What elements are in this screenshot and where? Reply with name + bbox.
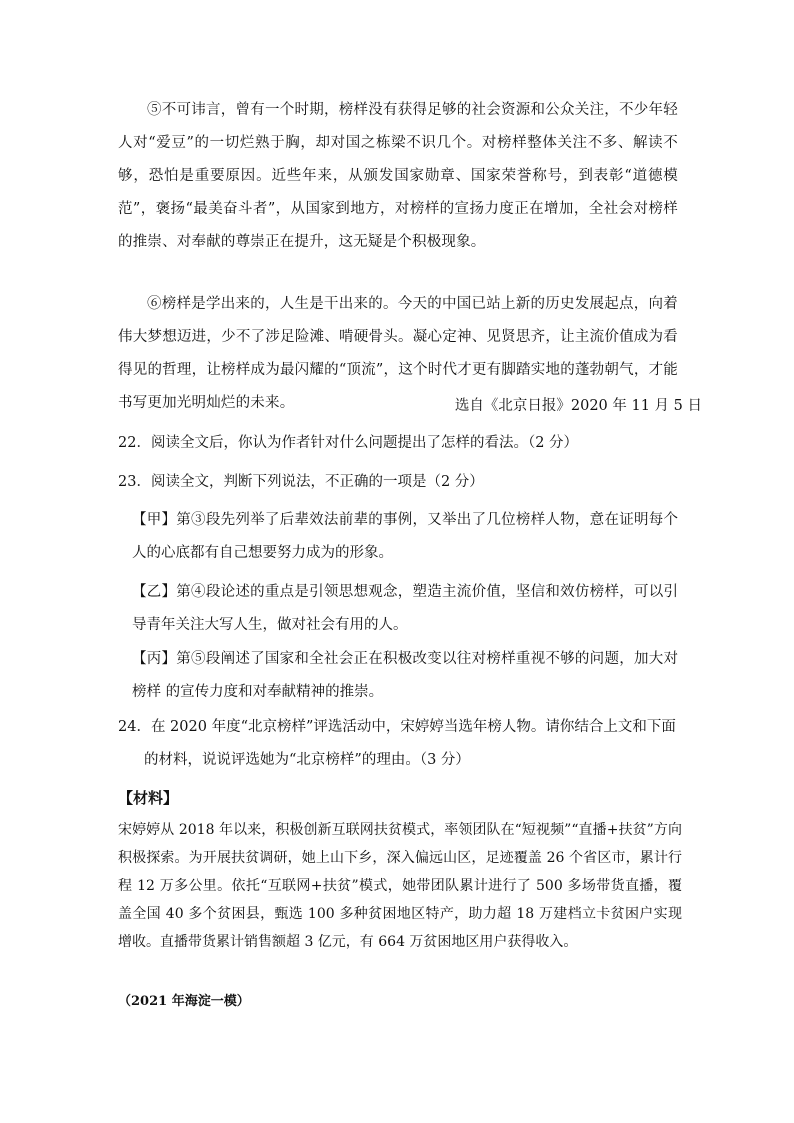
paragraph-6: ⑥榜样是学出来的，人生是干出来的。今天的中国已站上新的历史发展起点，向着伟大梦想迈进，少不了涉足险滩、啃硬骨头。凝心定神、见贤思齐，让主流价值成为看得见的哲理，让榜样成为最闪耀的“顶流”，这个时代才更有脚踏实地的蓬勃朝气，才能书写更加光明灿烂的未来。 xyxy=(118,296,678,411)
option-jia: 【甲】第③段先列举了后辈效法前辈的事例，又举出了几位榜样人物，意在证明每个人的心底都有自己想要努力成为的形象。 xyxy=(132,512,678,561)
option-yi: 【乙】第④段论述的重点是引领思想观念，塑造主流价值，坚信和效仿榜样，可以引导青年关注大写人生，做对社会有用的人。 xyxy=(132,584,678,633)
question-22: 22．阅读全文后，你认为作者针对什么问题提出了怎样的看法。（2 分） xyxy=(118,435,579,451)
question-24: 24．在 2020 年度“北京榜样”评选活动中，宋婷婷当选年榜人物。请你结合上文和下面的材料，说说评选她为“北京榜样”的理由。（3 分） xyxy=(118,719,676,768)
paragraph-5: ⑤不可讳言，曾有一个时期，榜样没有获得足够的社会资源和公众关注，不少年轻人对“爱豆”的一切烂熟于胸，却对国之栋梁不识几个。对榜样整体关注不多、解读不够，恐怕是重要原因。近些年来，从颁发国家勋章、国家荣誉称号，到表彰“道德模范”，褒扬“最美奋斗者”，从国家到地方，对榜样的宣扬力度正在增加，全社会对榜样的推崇、对奉献的尊崇正在提升，这无疑是个积极现象。 xyxy=(118,102,678,250)
article-source: 选自《北京日报》2020 年 11 月 5 日 xyxy=(454,398,702,414)
exam-source-tag: （2021 年海淀一模） xyxy=(118,994,250,1009)
material-label: 【材料】 xyxy=(118,789,179,807)
option-bing: 【丙】第⑤段阐述了国家和全社会正在积极改变以往对榜样重视不够的问题，加大对榜样 的宣传力度和对奉献精神的推崇。 xyxy=(132,651,678,700)
question-23: 23．阅读全文，判断下列说法，不正确的一项是（2 分） xyxy=(118,474,484,490)
material-text: 宋婷婷从 2018 年以来，积极创新互联网扶贫模式，率领团队在“短视频”“直播+扶贫”方向积极探索。为开展扶贫调研，她上山下乡，深入偏远山区，足迹覆盖 26 个省区市，累计行程 12 万多公里。依托“互联网+扶贫”模式，她带团队累计进行了 500 多场带货直播，覆盖全国 40 多个贫困县，甄选 100 多种贫困地区特产，助力超 18 万建档立卡贫困户实现增收。直播带货累计销售额超 3 亿元，有 664 万贫困地区用户获得收入。 xyxy=(118,822,682,950)
